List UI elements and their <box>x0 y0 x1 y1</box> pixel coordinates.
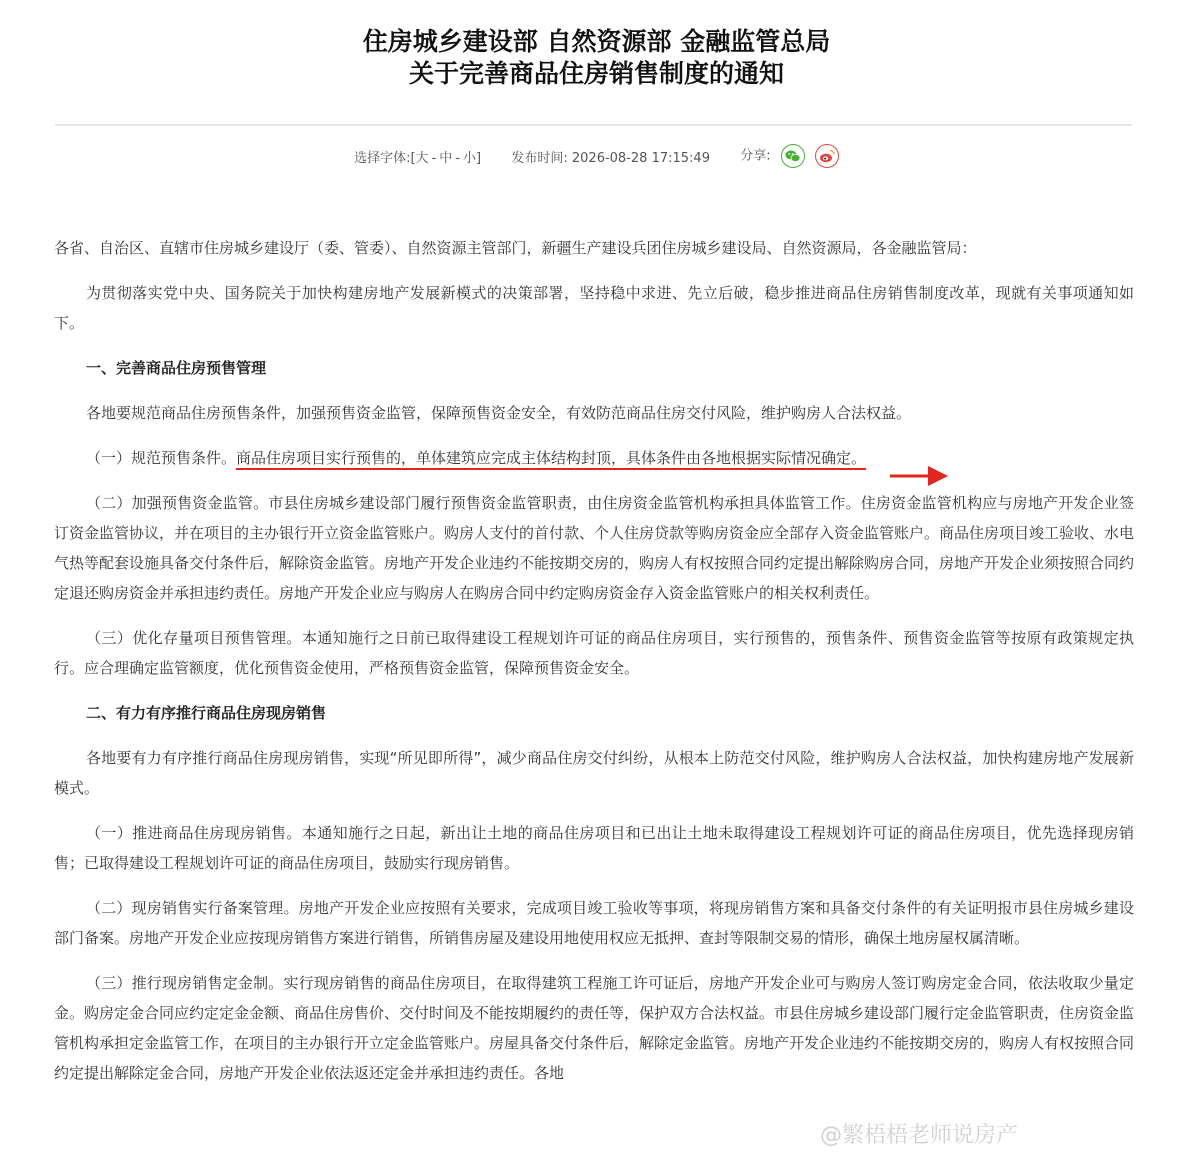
section-2-item-2: （二）现房销售实行备案管理。房地产开发企业应按照有关要求，完成项目竣工验收等事项，将现房销售方案和具备交付条件的有关证明报市县住房城乡建设部门备案。房地产开发企业应按现房销售方案进行销售，所销售房屋及建设用地使用权应无抵押、查封等限制交易的情形，确保土地房屋权属清晰。 <box>54 899 1134 947</box>
weibo-icon[interactable] <box>815 144 839 168</box>
section-2-item-1: （一）推进商品住房现房销售。本通知施行之日起，新出让土地的商品住房项目和已出让土地未取得建设工程规划许可证的商品住房项目，优先选择现房销售；已取得建设工程规划许可证的商品住房项目，鼓励实行现房销售。 <box>54 824 1134 872</box>
section-1-item-3: （三）优化存量项目预售管理。本通知施行之日前已取得建设工程规划许可证的商品住房项目，实行预售的，预售条件、预售资金监管等按原有政策规定执行。应合理确定监管额度，优化预售资金使用，严格预售资金监管，保障预售资金安全。 <box>54 629 1134 677</box>
font-size-bracket-open: [ <box>410 150 416 166</box>
section-2-intro: 各地要有力有序推行商品住房现房销售，实现“所见即所得”，减少商品住房交付纠纷，从根本上防范交付风险，维护购房人合法权益，加快构建房地产发展新模式。 <box>54 749 1134 797</box>
font-size-label: 选择字体: <box>354 150 411 166</box>
document-header <box>0 26 1193 90</box>
page-title-line-2: 关于完善商品住房销售制度的通知 <box>408 59 784 88</box>
section-2-item-3: （三）推行现房销售定金制。实行现房销售的商品住房项目，在取得建筑工程施工许可证后，房地产开发企业可与购房人签订购房定金合同，依法收取少量定金。购房定金合同应约定定金金额、商品住房售价、交付时间及不能按期履约的责任等，保护双方合法权益。市县住房城乡建设部门履行定金监管职责，住房资金监管机构承担定金监管工作，在项目的主办银行开立定金监管账户。房屋具备交付条件后，解除定金监管。房地产开发企业违约不能按期交房的，购房人有权按照合同约定提出解除定金合同，房地产开发企业依法返还定金并承担违约责任。各地 <box>54 974 1135 1082</box>
wechat-icon[interactable] <box>781 144 805 168</box>
intro-paragraph: 为贯彻落实党中央、国务院关于加快构建房地产发展新模式的决策部署，坚持稳中求进、先立后破，稳步推进商品住房销售制度改革，现就有关事项通知如下。 <box>54 284 1134 332</box>
highlighted-text: 商品住房项目实行预售的，单体建筑应完成主体结构封顶，具体条件由各地根据实际情况确定。 <box>236 449 866 470</box>
share-label: 分享: <box>740 148 771 164</box>
section-1-heading: 一、完善商品住房预售管理 <box>86 359 267 377</box>
red-arrow-annotation-icon <box>890 463 950 489</box>
section-1-item-2: （二）加强预售资金监管。市县住房城乡建设部门履行预售资金监管职责，由住房资金监管机构承担具体监管工作。住房资金监管机构应与房地产开发企业签订资金监管协议，并在项目的主办银行开立资金监管账户。购房人支付的首付款、个人住房贷款等购房资金应全部存入资金监管账户。商品住房项目竣工验收、水电气热等配套设施具备交付条件后，解除资金监管。房地产开发企业违约不能按期交房的，购房人有权按照合同约定提出解除购房合同，房地产开发企业须按照合同约定退还购房资金并承担违约责任。房地产开发企业应与购房人在购房合同中约定购房资金存入资金监管账户的相关权利责任。 <box>54 494 1135 602</box>
share-group <box>740 144 839 168</box>
publish-time-label: 发布时间: <box>511 150 568 166</box>
font-size-separator: - <box>455 150 460 166</box>
section-1-intro: 各地要规范商品住房预售条件，加强预售资金监管，保障预售资金安全，有效防范商品住房交付风险，维护购房人合法权益。 <box>86 404 912 422</box>
watermark: @繁梧梧老师说房产 <box>820 1123 1019 1148</box>
font-size-separator: - <box>431 150 437 166</box>
publish-time <box>511 147 710 166</box>
article-meta-bar <box>0 144 1193 168</box>
section-1-item-1-lead: （一）规范预售条件。 <box>86 449 237 467</box>
font-size-large-link[interactable]: 大 <box>415 150 429 166</box>
salutation-paragraph: 各省、自治区、直辖市住房城乡建设厅（委、管委）、自然资源主管部门，新疆生产建设兵团住房城乡建设局、自然资源局，各金融监管局： <box>54 239 977 257</box>
article-body <box>54 233 1134 1103</box>
section-1-item-1 <box>54 443 1134 473</box>
page-title-line-1: 住房城乡建设部 自然资源部 金融监管总局 <box>362 27 831 56</box>
header-divider <box>55 124 1132 126</box>
section-2-heading: 二、有力有序推行商品住房现房销售 <box>86 704 327 722</box>
font-size-selector <box>354 147 481 166</box>
publish-time-value: 2026-08-28 17:15:49 <box>571 150 710 166</box>
font-size-medium-link[interactable]: 中 <box>439 150 453 166</box>
font-size-bracket-close: ] <box>476 150 482 166</box>
font-size-small-link[interactable]: 小 <box>462 150 476 166</box>
